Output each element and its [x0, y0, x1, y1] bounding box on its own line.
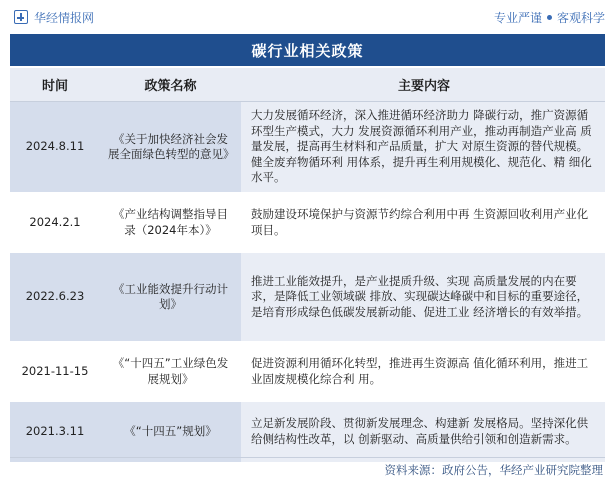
table-row	[10, 193, 605, 253]
table-row	[10, 102, 605, 193]
slogan-left: 专业严谨	[493, 10, 542, 25]
row-date: 2024.8.11	[10, 102, 100, 193]
slogan-right: 客观科学	[556, 10, 605, 25]
row-date: 2021.3.11	[10, 402, 100, 462]
column-header-content: 主要内容	[241, 68, 605, 102]
row-date: 2021-11-15	[10, 342, 100, 402]
row-content: 推进工业能效提升，是产业提质升级、实现 高质量发展的内在要求，是降低工业领域碳 排放、实现碳达峰碳中和目标的重要途径， 是培育形成绿色低碳发展新动能、促进工业 经济增长的有效举措。	[241, 253, 605, 342]
brand-name: 华经情报网	[34, 10, 95, 25]
row-policy-name: 《产业结构调整指导目录（2024年本）》	[100, 193, 241, 253]
row-policy-name: 《工业能效提升行动计划》	[100, 253, 241, 342]
source-note: 资料来源：政府公告，华经产业研究院整理	[384, 463, 603, 477]
row-content: 大力发展循环经济，深入推进循环经济助力 降碳行动，推广资源循环型生产模式，大力 发展资源循环利用产业，推动再制造产业高 质量发展，提高再生材料和产品质量，扩大 对原生资源的替代规模。健全废弃物循环利 用体系，提升再生利用规模化、规范化、精 细化水平。	[241, 102, 605, 193]
table-row	[10, 342, 605, 402]
row-policy-name: 《“十四五”工业绿色发展规划》	[100, 342, 241, 402]
column-header-date: 时间	[10, 68, 100, 102]
column-header-policy-name: 政策名称	[100, 68, 241, 102]
policy-table	[10, 68, 605, 462]
row-policy-name: 《“十四五”规划》	[100, 402, 241, 462]
footer-divider	[10, 457, 605, 458]
row-content: 促进资源利用循环化转型，推进再生资源高 值化循环利用，推进工业固废规模化综合利 用。	[241, 342, 605, 402]
brand-logo-icon	[14, 10, 28, 24]
brand	[14, 9, 94, 26]
page-title: 碳行业相关政策	[10, 34, 605, 66]
row-date: 2022.6.23	[10, 253, 100, 342]
top-bar	[0, 0, 615, 34]
row-date: 2024.2.1	[10, 193, 100, 253]
row-policy-name: 《关于加快经济社会发展全面绿色转型的意见》	[100, 102, 241, 193]
row-content: 立足新发展阶段、贯彻新发展理念、构建新 发展格局。坚持深化供给侧结构性改革，以 创新驱动、高质量供给引领和创造新需求。	[241, 402, 605, 462]
table-row	[10, 253, 605, 342]
row-content: 鼓励建设环境保护与资源节约综合利用中再 生资源回收利用产业化项目。	[241, 193, 605, 253]
table-row	[10, 402, 605, 462]
slogan	[494, 9, 605, 26]
table-header-row	[10, 68, 605, 102]
separator-dot-icon	[547, 15, 552, 20]
